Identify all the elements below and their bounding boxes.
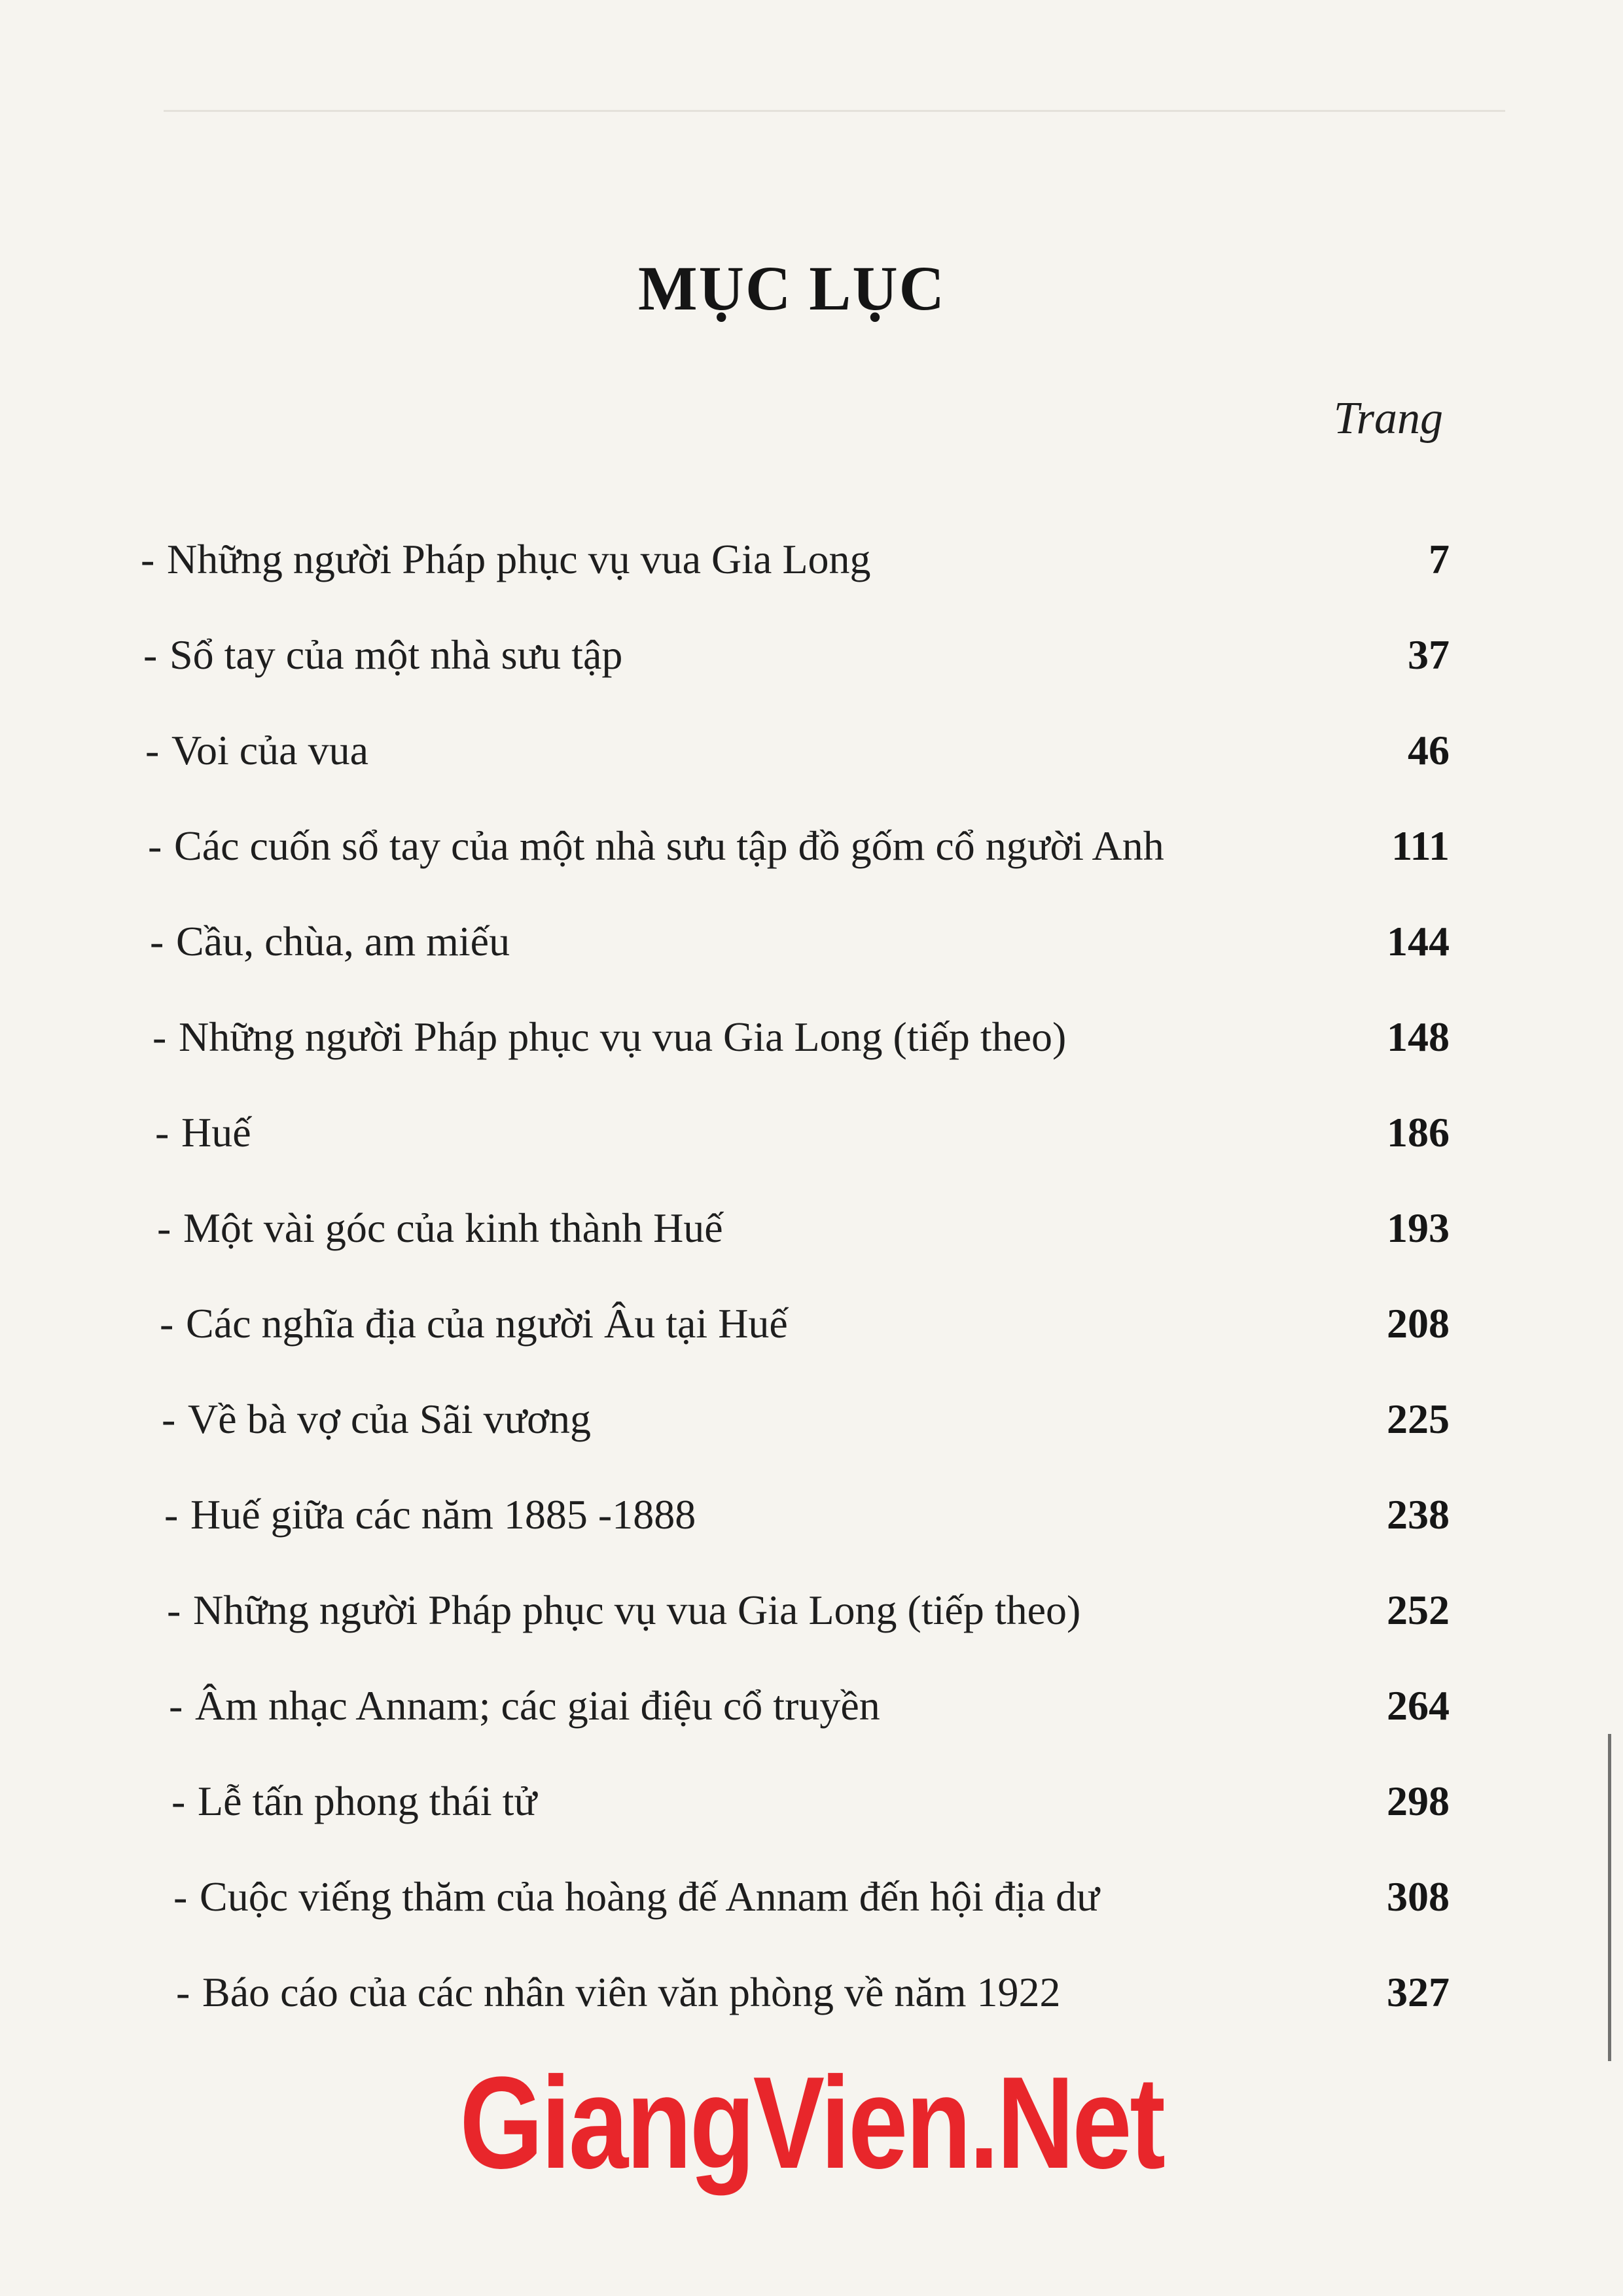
toc-entry-dash: - xyxy=(173,1873,188,1920)
toc-entry-dash: - xyxy=(176,1969,190,2015)
toc-entry-title: Một vài góc của kinh thành Huế xyxy=(183,1205,723,1251)
toc-entry[interactable] xyxy=(164,1479,696,1551)
toc-entry[interactable] xyxy=(157,1192,723,1264)
toc-entry-title: Về bà vợ của Sãi vương xyxy=(188,1396,591,1442)
toc-entry-page-number: 264 xyxy=(1387,1682,1450,1729)
toc-entry-page-number: 37 xyxy=(1408,631,1450,678)
toc-entry-dash: - xyxy=(164,1491,179,1538)
toc-entry-title: Cuộc viếng thăm của hoàng đế Annam đến hội địa dư xyxy=(200,1873,1099,1920)
toc-entry[interactable] xyxy=(150,906,510,978)
toc-entry-page-number: 238 xyxy=(1387,1491,1450,1538)
page-column-label: Trang xyxy=(1333,393,1443,444)
toc-entry[interactable] xyxy=(160,1288,788,1360)
toc-entry[interactable] xyxy=(145,715,368,786)
toc-entry-dash: - xyxy=(145,727,160,773)
toc-entry[interactable] xyxy=(152,1001,1066,1073)
toc-entry[interactable] xyxy=(148,810,1164,882)
toc-entry-title: Voi của vua xyxy=(171,727,368,773)
toc-entry-title: Những người Pháp phục vụ vua Gia Long (tiếp theo) xyxy=(193,1587,1081,1633)
toc-entry[interactable] xyxy=(176,1956,1061,2028)
toc-entry-title: Huế xyxy=(181,1109,251,1156)
toc-entry[interactable] xyxy=(173,1861,1099,1933)
toc-entry-title: Những người Pháp phục vụ vua Gia Long (tiếp theo) xyxy=(179,1014,1067,1060)
toc-entry-title: Các nghĩa địa của người Âu tại Huế xyxy=(186,1300,788,1347)
table-of-contents xyxy=(0,523,1623,2028)
toc-entry-dash: - xyxy=(152,1014,167,1060)
toc-entry-title: Cầu, chùa, am miếu xyxy=(176,918,510,964)
toc-entry-page-number: 327 xyxy=(1387,1969,1450,2015)
toc-entry-title: Huế giữa các năm 1885 -1888 xyxy=(190,1491,696,1538)
watermark-text: GiangVien.Net xyxy=(459,2050,1164,2196)
toc-entry-title: Các cuốn sổ tay của một nhà sưu tập đồ gốm cổ người Anh xyxy=(174,822,1164,869)
toc-entry[interactable] xyxy=(169,1670,880,1742)
toc-entry-dash: - xyxy=(162,1396,176,1442)
toc-entry-page-number: 298 xyxy=(1387,1778,1450,1824)
toc-entry[interactable] xyxy=(162,1383,591,1455)
page-title: MỤC LỤC xyxy=(638,253,946,323)
toc-entry-page-number: 308 xyxy=(1387,1873,1450,1920)
toc-entry[interactable] xyxy=(171,1765,537,1837)
toc-entry-title: Những người Pháp phục vụ vua Gia Long xyxy=(167,536,871,582)
toc-entry-page-number: 111 xyxy=(1391,822,1450,869)
toc-entry-title: Âm nhạc Annam; các giai điệu cổ truyền xyxy=(195,1682,880,1729)
bleed-through-rule xyxy=(164,110,1505,112)
toc-entry-page-number: 144 xyxy=(1387,918,1450,964)
toc-entry-dash: - xyxy=(160,1300,174,1347)
toc-entry-dash: - xyxy=(143,631,158,678)
toc-entry-page-number: 208 xyxy=(1387,1300,1450,1347)
toc-entry-dash: - xyxy=(150,918,164,964)
toc-entry-title: Lễ tấn phong thái tử xyxy=(198,1778,537,1824)
toc-entry[interactable] xyxy=(167,1574,1080,1646)
toc-entry[interactable] xyxy=(143,619,622,691)
toc-entry-page-number: 193 xyxy=(1387,1205,1450,1251)
toc-entry-page-number: 7 xyxy=(1429,536,1450,582)
toc-entry-title: Sổ tay của một nhà sưu tập xyxy=(169,631,623,678)
toc-entry-page-number: 46 xyxy=(1408,727,1450,773)
toc-entry-dash: - xyxy=(167,1587,181,1633)
toc-entry[interactable] xyxy=(141,523,871,595)
toc-entry-page-number: 252 xyxy=(1387,1587,1450,1633)
toc-entry-title: Báo cáo của các nhân viên văn phòng về năm 1922 xyxy=(202,1969,1061,2015)
toc-entry-dash: - xyxy=(148,822,162,869)
toc-entry-dash: - xyxy=(171,1778,186,1824)
toc-entry-page-number: 186 xyxy=(1387,1109,1450,1156)
toc-entry-page-number: 225 xyxy=(1387,1396,1450,1442)
toc-entry-page-number: 148 xyxy=(1387,1014,1450,1060)
toc-entry-dash: - xyxy=(157,1205,171,1251)
toc-entry-dash: - xyxy=(155,1109,169,1156)
toc-entry[interactable] xyxy=(155,1097,251,1169)
toc-entry-dash: - xyxy=(141,536,155,582)
toc-entry-dash: - xyxy=(169,1682,183,1729)
page-edge-shadow xyxy=(1608,1734,1611,2061)
